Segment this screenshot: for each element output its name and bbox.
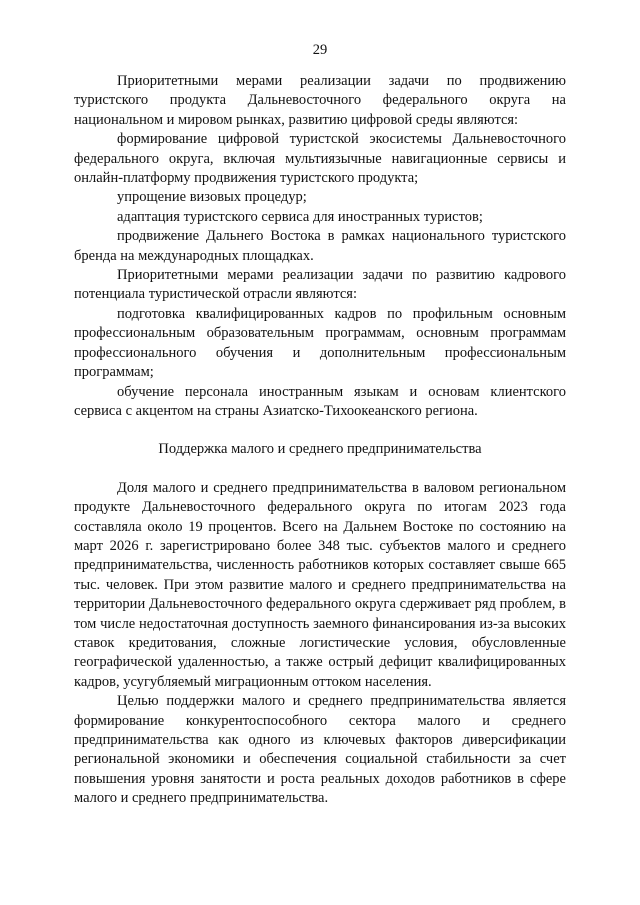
paragraph: Приоритетными мерами реализации задачи по развитию кадрового потенциала туристической отрасли являются:: [74, 267, 566, 303]
list-item: продвижение Дальнего Востока в рамках национального туристского бренда на международных площадках.: [74, 228, 566, 264]
list-item: подготовка квалифицированных кадров по профильным основным профессиональным образовательным программам, основным программам профессионального обучения и дополнительным профессиональным программам;: [74, 305, 566, 381]
paragraph: Доля малого и среднего предпринимательства в валовом региональном продукте Дальневосточного федерального округа по итогам 2023 года составляла около 19 процентов. Всего на Дальнем Востоке по состоянию на март 2026 г. зарегистрировано более 348 тыс. субъектов малого и среднего предпринимательства, численность работников которых составляет свыше 665 тыс. человек. При этом развитие малого и среднего предпринимательства на территории Дальневосточного федерального округа сдерживает ряд проблем, в том числе недостаточная доступность заемного финансирования из-за высоких ставок кредитования, сложные логистические условия, обусловленные географической удаленностью, а также острый дефицит квалифицированных кадров, усугубляемый миграционным оттоком населения.: [74, 479, 566, 690]
paragraph: Целью поддержки малого и среднего предпринимательства является формирование конкурентоспособного сектора малого и среднего предпринимательства как одного из ключевых факторов диверсификации региональной экономики и обеспечения социальной стабильности за счет повышения уровня занятости и роста реальных доходов работников в сфере малого и среднего предпринимательства.: [74, 693, 566, 807]
list-item: адаптация туристского сервиса для иностранных туристов;: [117, 208, 483, 225]
paragraph: Приоритетными мерами реализации задачи по продвижению туристского продукта Дальневосточного федерального округа на национальном и мировом рынках, развитию цифровой среды являются:: [74, 73, 566, 128]
section-heading: Поддержка малого и среднего предпринимательства: [158, 441, 482, 458]
page-number: 29: [312, 42, 328, 58]
list-item: обучение персонала иностранным языкам и основам клиентского сервиса с акцентом на страны Азиатско-Тихоокеанского региона.: [74, 383, 566, 419]
list-item: формирование цифровой туристской экосистемы Дальневосточного федерального округа, включая мультиязычные навигационные сервисы и онлайн-платформу продвижения туристского продукта;: [74, 131, 566, 187]
list-item: упрощение визовых процедур;: [117, 189, 307, 206]
document-body: [74, 72, 566, 809]
